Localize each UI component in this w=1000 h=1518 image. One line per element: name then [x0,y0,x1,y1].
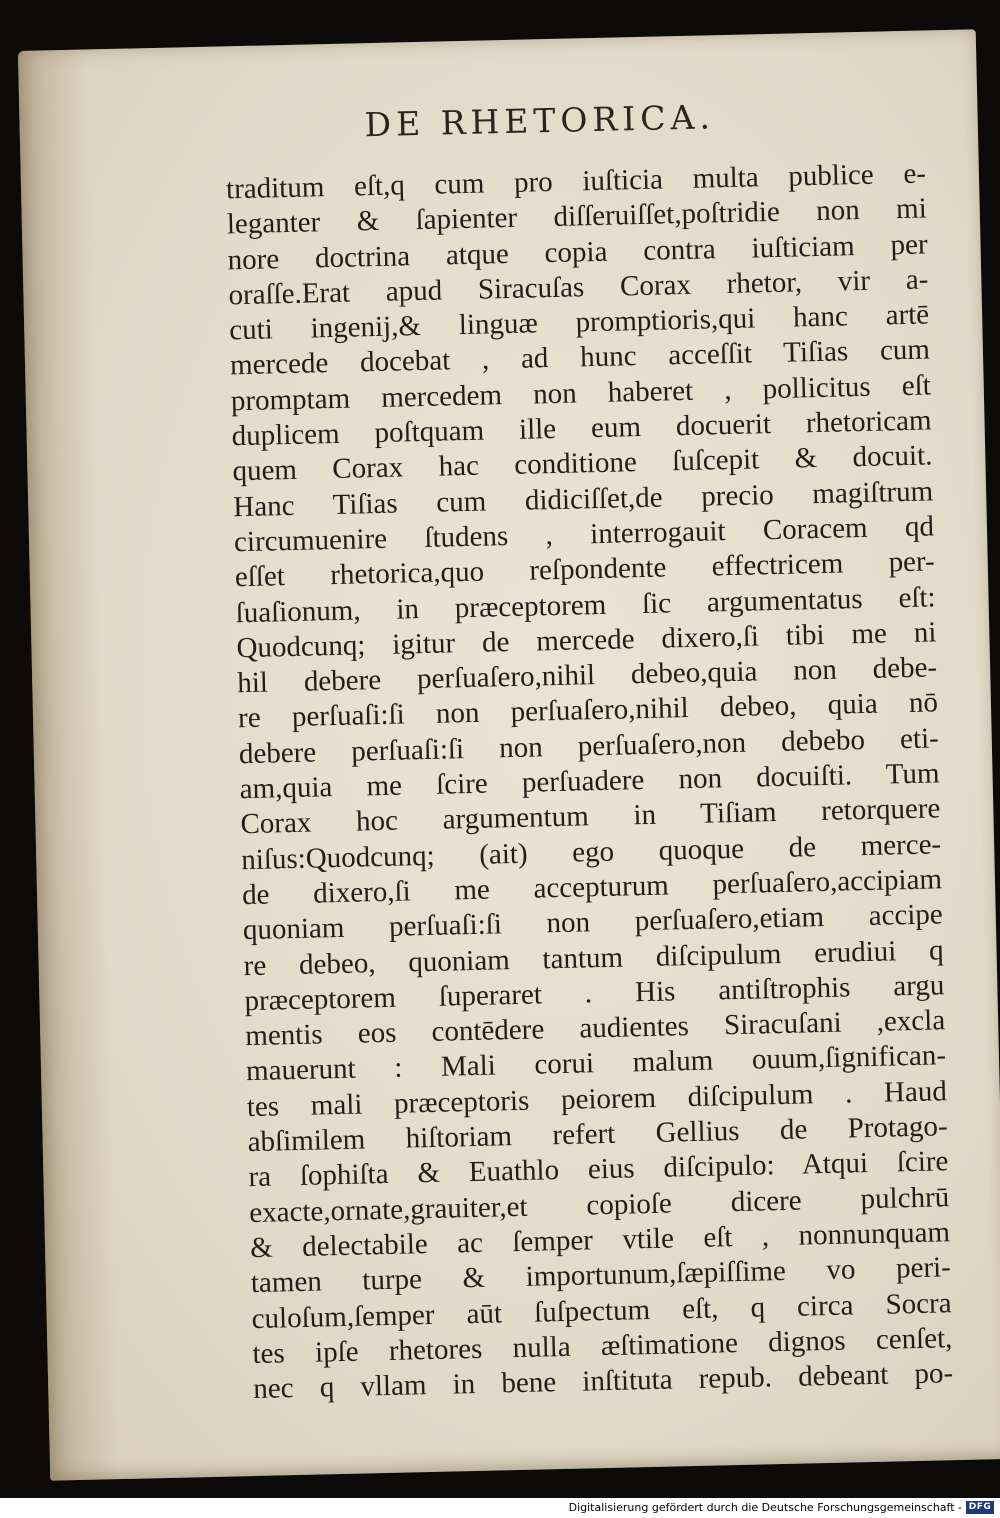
body-text [226,156,954,1407]
text-line: tes mali præceptoris peiorem diſcipulum . Haud [246,1074,948,1123]
funding-credit: Digitalisierung gefördert durch die Deutsche Forschungsgemeinschaft - [568,1501,962,1514]
text-line: ra ſophiſta & Euathlo eius diſcipulo: Atqui ſcire [248,1145,949,1194]
text-line: hil debere perſuaſero,nihil debeo,quia non debe- [236,651,938,700]
text-line: culoſum,ſemper aūt ſuſpectum eſt, q circa Socra [251,1286,952,1335]
running-head: DE RHETORICA. [364,97,716,145]
text-line: am,quia me ſcire perſuadere non docuiſti. Tum [239,757,940,806]
text-line: duplicem poſtquam ille eum docuerit rhetoricam [231,404,932,453]
text-line: leganter & ſapienter diſſeruiſſet,poſtridie non mi [226,192,928,241]
text-line: eſſet rhetorica,quo reſpondente effectricem per- [234,545,936,594]
text-line: mentis eos contēdere audientes Siracuſani ,excla [244,1004,946,1053]
text-line: debere perſuaſi:ſi non perſuaſero,non debebo eti- [238,722,940,770]
page-gutter-shadow [18,49,120,1480]
footer-bar [0,1498,1000,1518]
text-line: cuti ingenij,& linguæ promptioris,qui hanc artē [228,298,930,347]
text-line: Corax hoc argumentum in Tiſiam retorquere [240,792,941,841]
text-line: & delectabile ac ſemper vtile eſt , nonnunquam [249,1216,951,1264]
text-line: traditum eſt,q cum pro iuſticia multa publice e- [225,157,927,206]
text-line: promptam mercedem non haberet , pollicitus eſt [230,369,932,418]
text-line: ſuaſionum, in præceptorem ſic argumentatus eſt: [235,580,936,629]
text-line: mauerunt : Mali corui malum ouum,ſignifican- [245,1039,947,1088]
text-line: tamen turpe & importunum,ſæpiſſime vo peri- [250,1251,952,1300]
text-line: re debeo, quoniam tantum diſcipulum erudiui q [243,933,944,982]
text-line: quem Corax hac conditione ſuſcepit & docuit. [232,439,933,488]
text-line: re perſuaſi:ſi non perſuaſero,nihil debeo, quia nō [237,686,939,735]
text-line: circumuenire ſtudens , interrogauit Coracem qd [233,510,935,559]
text-line: exacte,ornate,grauiter,et copioſe dicere pulchrū [248,1180,950,1229]
text-line: abſimilem hiſtoriam refert Gellius de Protago- [247,1110,948,1159]
text-line: Hanc Tiſias cum didiciſſet,de precio magiſtrum [232,475,934,523]
book-page [18,29,1000,1480]
text-line: oraſſe.Erat apud Siracuſas Corax rhetor, vir a- [228,263,929,312]
text-line: quoniam perſuaſi:ſi non perſuaſero,etiam accipe [242,898,944,947]
text-line: de dixero,ſi me accepturum perſuaſero,accipiam [241,863,943,912]
dfg-logo: DFG [966,1501,994,1514]
text-line: præceptorem ſuperaret . His antiſtrophis argu [244,969,945,1017]
text-line: niſus:Quodcunq; (ait) ego quoque de merce- [240,827,942,876]
text-line: tes ipſe rhetores nulla æſtimatione dignos cenſet, [252,1321,953,1370]
text-line: nec q vllam in bene inſtituta repub. debeant po- [252,1357,954,1406]
text-line: mercede docebat , ad hunc acceſſit Tiſias cum [229,333,931,382]
text-line: nore doctrina atque copia contra iuſticiam per [227,228,928,276]
text-line: Quodcunq; igitur de mercede dixero,ſi tibi me ni [236,616,937,665]
